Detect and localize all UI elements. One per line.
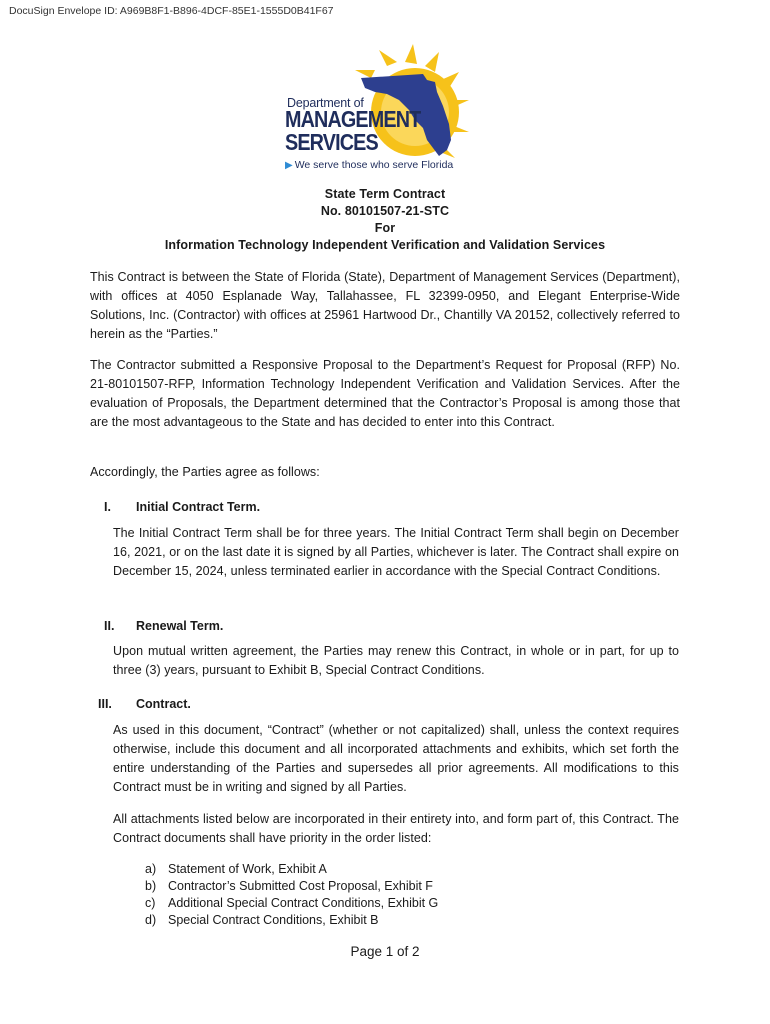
list-letter: c) [145, 896, 156, 910]
section-3-body: As used in this document, “Contract” (whether or not capitalized) shall, unless the context requires otherwise, include this document and all incorporated attachments and exhibits, which set forth the entire understanding of the Parties and supersedes all prior agreements. All modifications to this Contract must be in writing and signed by all Parties. [113, 723, 679, 794]
list-text: Special Contract Conditions, Exhibit B [168, 913, 379, 927]
intro-paragraph: This Contract is between the State of Florida (State), Department of Management Services (Department), with offices at 4050 Esplanade Way, Tallahassee, FL 32399-0950, and Elegant Enterprise-Wide Solutions, Inc. (Contractor) with offices at 25961 Hartwood Dr., Chantilly VA 20152, collectively referred to herein as the “Parties.” [90, 270, 680, 341]
section-number: I. [104, 500, 111, 514]
logo-tagline [285, 159, 453, 171]
list-item [145, 861, 438, 878]
docusign-envelope-id: DocuSign Envelope ID: A969B8F1-B896-4DCF-85E1-1555D0B41F67 [9, 5, 334, 17]
list-letter: a) [145, 862, 157, 876]
contract-title [0, 186, 770, 254]
section-title: Renewal Term. [136, 619, 224, 633]
list-text: Statement of Work, Exhibit A [168, 862, 327, 876]
page-number: Page 1 of 2 [350, 944, 420, 959]
dms-logo [275, 44, 490, 176]
list-item [145, 878, 438, 895]
accordingly-paragraph: Accordingly, the Parties agree as follows: [90, 465, 320, 479]
list-item [145, 895, 438, 912]
list-letter: d) [145, 913, 157, 927]
proposal-paragraph: The Contractor submitted a Responsive Proposal to the Department’s Request for Proposal (RFP) No. 21-80101507-RFP, Information Technology Independent Verification and Validation Services. After the evaluation of Proposals, the Department determined that the Contractor’s Proposal is among those that are the most advantageous to the State and has decided to enter into this Contract. [90, 358, 680, 429]
section-2-body: Upon mutual written agreement, the Parties may renew this Contract, in whole or in part, for up to three (3) years, pursuant to Exhibit B, Special Contract Conditions. [113, 644, 679, 677]
list-text: Additional Special Contract Conditions, Exhibit G [168, 896, 439, 910]
list-item [145, 912, 438, 929]
section-3-body-2: All attachments listed below are incorporated in their entirety into, and form part of, this Contract. The Contract documents shall have priority in the order listed: [113, 812, 679, 845]
tagline-text: We serve those who serve Florida [294, 159, 454, 171]
logo-services: SERVICES [285, 129, 378, 155]
section-number: II. [104, 619, 115, 633]
list-letter: b) [145, 879, 157, 893]
title-line-3: For [374, 221, 396, 235]
section-number: III. [98, 697, 112, 711]
list-text: Contractor’s Submitted Cost Proposal, Exhibit F [168, 879, 433, 893]
logo-department-of: Department of [287, 96, 364, 110]
section-title: Initial Contract Term. [136, 500, 261, 514]
title-line-2: No. 80101507-21-STC [320, 204, 450, 218]
attachments-list [145, 861, 438, 929]
section-1-body: The Initial Contract Term shall be for three years. The Initial Contract Term shall begin on December 16, 2021, or on the last date it is signed by all Parties, whichever is later. The Contract shall expire on December 15, 2024, unless terminated earlier in accordance with the Special Contract Conditions. [113, 526, 679, 578]
section-title: Contract. [136, 697, 191, 711]
title-line-4: Information Technology Independent Verification and Validation Services [164, 238, 606, 252]
logo-management: MANAGEMENT [285, 106, 421, 132]
title-line-1: State Term Contract [324, 187, 446, 201]
play-arrow-icon: ▶ [285, 160, 293, 171]
